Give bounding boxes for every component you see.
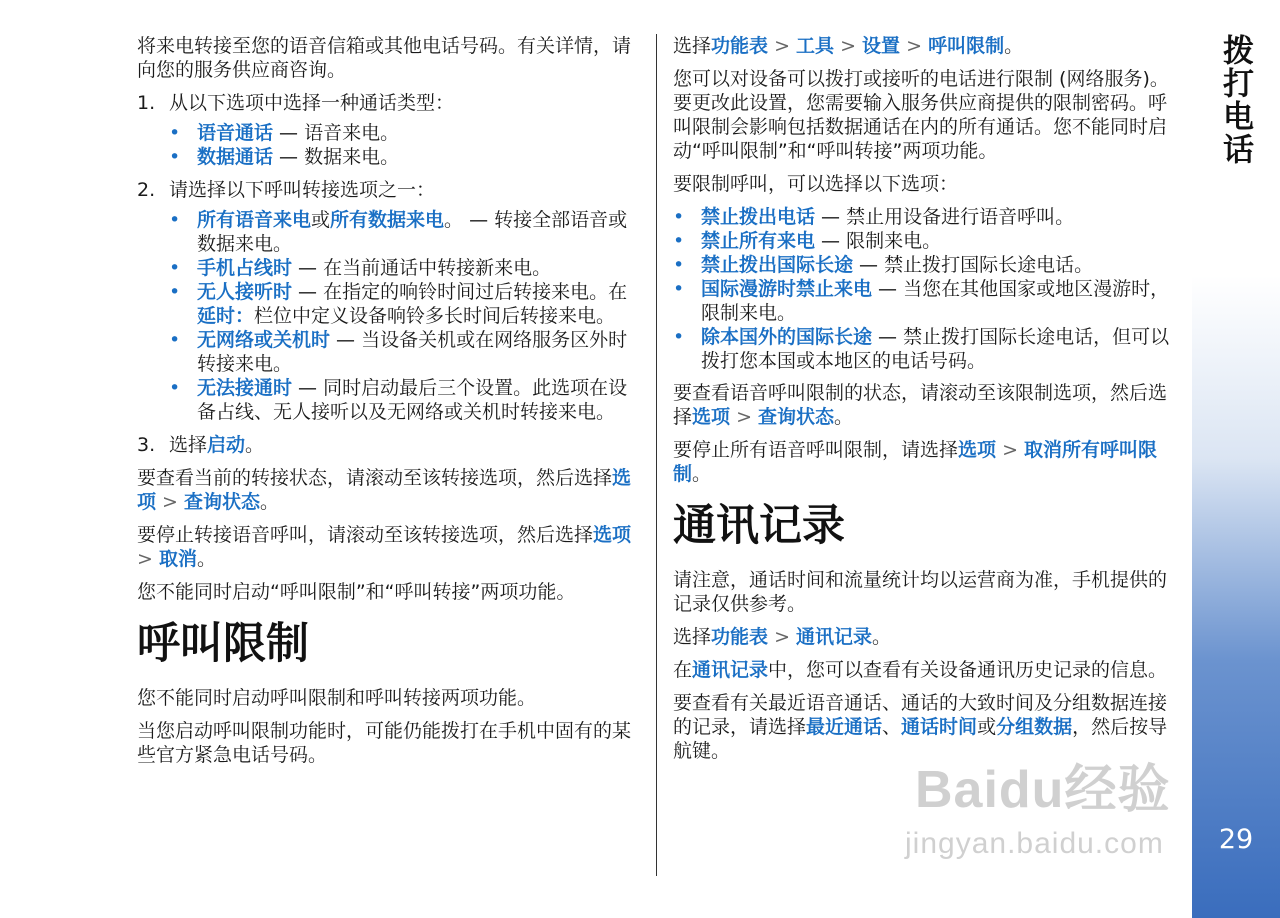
forward-option-list xyxy=(137,208,642,424)
option-link[interactable]: 数据通话 xyxy=(197,146,274,168)
list-item xyxy=(197,280,642,328)
list-item xyxy=(197,208,642,256)
barring-option-list xyxy=(673,205,1181,373)
options-link[interactable]: 选项 xyxy=(692,406,731,428)
barring-cancel-paragraph xyxy=(673,438,1181,486)
body-text: 选择 xyxy=(673,626,712,648)
step-text: 请选择以下呼叫转接选项之一： xyxy=(169,179,436,201)
path-separator: > xyxy=(730,406,759,428)
step-number: 2. xyxy=(137,179,156,201)
barring-description: 您可以对设备可以拨打或接听的电话进行限制 (网络服务)。要更改此设置，您需要输入服务供应商提供的限制密码。呼叫限制会影响包括数据通话在内的所有通话。您不能同时启动“呼叫限制”和“呼叫转接”两项功能。 xyxy=(673,68,1169,162)
path-separator: > xyxy=(768,626,797,648)
activate-link[interactable]: 启动 xyxy=(207,434,246,456)
punctuation: 。 xyxy=(245,434,265,456)
option-link[interactable]: 禁止拨出电话 xyxy=(701,206,816,228)
option-desc: 栏位中定义设备响铃多长时间后转接来电。 xyxy=(254,305,616,327)
watermark-logo: Baidu经验 xyxy=(915,761,1171,819)
path-separator: > xyxy=(996,439,1025,461)
list-item xyxy=(197,145,642,169)
cancel-all-barrings-link[interactable]: 取消所有呼叫限制 xyxy=(673,439,1158,485)
step-text: 选择 xyxy=(169,434,208,456)
option-link[interactable]: 禁止所有来电 xyxy=(701,230,816,252)
punctuation: 。 xyxy=(196,548,216,570)
option-link[interactable]: 手机占线时 xyxy=(197,257,293,279)
option-desc: — 同时启动最后三个设置。此选项在设备占线、无人接听以及无网络或关机时转接来电。 xyxy=(197,377,628,423)
body-text: 要查看有关最近语音通话、通话的大致时间及分组数据连接的记录，请选择 xyxy=(673,692,1168,738)
log-menu-path xyxy=(673,625,1181,649)
option-desc: — 在指定的响铃时间过后转接来电。在 xyxy=(292,281,628,303)
option-link[interactable]: 无法接通时 xyxy=(197,377,293,399)
step-number: 3. xyxy=(137,434,156,456)
option-desc: — 当设备关机或在网络服务区外时转接来电。 xyxy=(197,329,628,375)
option-desc: — 禁止用设备进行语音呼叫。 xyxy=(815,206,1075,228)
option-desc: — 限制来电。 xyxy=(815,230,942,252)
log-paragraph-3 xyxy=(673,691,1181,763)
log-link[interactable]: 通讯记录 xyxy=(796,626,873,648)
log-paragraph-2 xyxy=(673,658,1181,682)
left-column xyxy=(137,34,642,776)
body-text: 在 xyxy=(673,659,693,681)
call-barring-link[interactable]: 呼叫限制 xyxy=(928,35,1005,57)
barring-options-intro: 要限制呼叫，可以选择以下选项： xyxy=(673,173,959,195)
options-link[interactable]: 选项 xyxy=(137,467,632,513)
body-text: 要查看语音呼叫限制的状态，请滚动至该限制选项，然后选择 xyxy=(673,382,1168,428)
body-text: ，然后按导航键。 xyxy=(673,716,1168,762)
option-desc: — 数据来电。 xyxy=(273,146,400,168)
barring-check-paragraph xyxy=(673,381,1181,429)
log-link[interactable]: 通讯记录 xyxy=(692,659,769,681)
barring-paragraph-1: 您不能同时启动呼叫限制和呼叫转接两项功能。 xyxy=(137,687,537,709)
call-type-list xyxy=(137,121,642,169)
option-link[interactable]: 语音通话 xyxy=(197,122,274,144)
step-1 xyxy=(137,91,642,169)
note-paragraph: 您不能同时启动“呼叫限制”和“呼叫转接”两项功能。 xyxy=(137,581,576,603)
list-item xyxy=(701,277,1181,325)
forwarding-steps xyxy=(137,91,642,457)
step-number: 1. xyxy=(137,92,156,114)
step-3 xyxy=(137,433,642,457)
punctuation: 。 xyxy=(260,491,280,513)
field-link[interactable]: 延时： xyxy=(197,305,255,327)
punctuation: 。 xyxy=(834,406,854,428)
body-text: 中，您可以查看有关设备通讯历史记录的信息。 xyxy=(768,659,1168,681)
right-column xyxy=(673,34,1181,772)
option-link[interactable]: 所有数据来电 xyxy=(330,209,445,231)
section-heading-log: 通讯记录 xyxy=(673,501,845,551)
section-heading-call-barring: 呼叫限制 xyxy=(137,619,309,669)
menu-path xyxy=(673,34,1181,58)
intro-paragraph: 将来电转接至您的语音信箱或其他电话号码。有关详情，请向您的服务供应商咨询。 xyxy=(137,35,632,81)
options-link[interactable]: 选项 xyxy=(958,439,997,461)
packet-data-link[interactable]: 分组数据 xyxy=(996,716,1073,738)
option-link[interactable]: 无网络或关机时 xyxy=(197,329,331,351)
list-item xyxy=(197,256,642,280)
path-separator: > xyxy=(156,491,185,513)
tools-link[interactable]: 工具 xyxy=(796,35,835,57)
option-link[interactable]: 除本国外的国际长途 xyxy=(701,326,873,348)
menu-link[interactable]: 功能表 xyxy=(711,626,769,648)
body-text: 要停止转接语音呼叫，请滚动至该转接选项，然后选择 xyxy=(137,524,594,546)
option-link[interactable]: 禁止拨出国际长途 xyxy=(701,254,854,276)
chapter-title: 拨打电话 xyxy=(1217,34,1253,166)
check-status-link[interactable]: 查询状态 xyxy=(758,406,835,428)
check-status-paragraph xyxy=(137,466,642,514)
check-status-link[interactable]: 查询状态 xyxy=(184,491,261,513)
option-desc: — 禁止拨打国际长途电话。 xyxy=(853,254,1094,276)
body-text: 要停止所有语音呼叫限制，请选择 xyxy=(673,439,959,461)
list-item xyxy=(197,121,642,145)
barring-paragraph-2: 当您启动呼叫限制功能时，可能仍能拨打在手机中固有的某些官方紧急电话号码。 xyxy=(137,720,632,766)
list-item xyxy=(197,328,642,376)
watermark-url: jingyan.baidu.com xyxy=(905,827,1164,860)
list-item xyxy=(701,205,1181,229)
path-separator: > xyxy=(768,35,797,57)
option-desc: — 在当前通话中转接新来电。 xyxy=(292,257,552,279)
punctuation: 。 xyxy=(1004,35,1024,57)
punctuation: 。 xyxy=(692,463,712,485)
step-2 xyxy=(137,178,642,424)
path-separator: > xyxy=(900,35,929,57)
page-number: 29 xyxy=(1218,824,1254,855)
column-divider xyxy=(656,34,657,876)
option-desc: — 当您在其他国家或地区漫游时，限制来电。 xyxy=(701,278,1170,324)
call-duration-link[interactable]: 通话时间 xyxy=(901,716,978,738)
menu-link[interactable]: 功能表 xyxy=(711,35,769,57)
body-text: 选择 xyxy=(673,35,712,57)
option-link[interactable]: 所有语音来电 xyxy=(197,209,312,231)
option-desc: — 语音来电。 xyxy=(273,122,400,144)
option-link[interactable]: 无人接听时 xyxy=(197,281,293,303)
path-separator: > xyxy=(834,35,863,57)
option-link[interactable]: 国际漫游时禁止来电 xyxy=(701,278,873,300)
cancel-link[interactable]: 取消 xyxy=(158,548,197,570)
connector-text: 或 xyxy=(311,209,331,231)
options-link[interactable]: 选项 xyxy=(593,524,632,546)
path-separator: > xyxy=(137,548,159,570)
option-desc: — 禁止拨打国际长途电话，但可以拨打您本国或本地区的电话号码。 xyxy=(701,326,1170,372)
list-item xyxy=(701,253,1181,277)
settings-link[interactable]: 设置 xyxy=(862,35,901,57)
body-text: 要查看当前的转接状态，请滚动至该转接选项，然后选择 xyxy=(137,467,613,489)
log-paragraph-1: 请注意，通话时间和流量统计均以运营商为准，手机提供的记录仅供参考。 xyxy=(673,569,1168,615)
step-text: 从以下选项中选择一种通话类型： xyxy=(169,92,455,114)
connector-text: 或 xyxy=(977,716,997,738)
baidu-watermark xyxy=(905,760,1205,870)
stop-forwarding-paragraph xyxy=(137,523,642,571)
list-item xyxy=(701,325,1181,373)
punctuation: 。 xyxy=(872,626,892,648)
punctuation: 、 xyxy=(882,716,902,738)
recent-calls-link[interactable]: 最近通话 xyxy=(806,716,883,738)
list-item xyxy=(701,229,1181,253)
option-desc: 。 — 转接全部语音或数据来电。 xyxy=(197,209,628,255)
list-item xyxy=(197,376,642,424)
